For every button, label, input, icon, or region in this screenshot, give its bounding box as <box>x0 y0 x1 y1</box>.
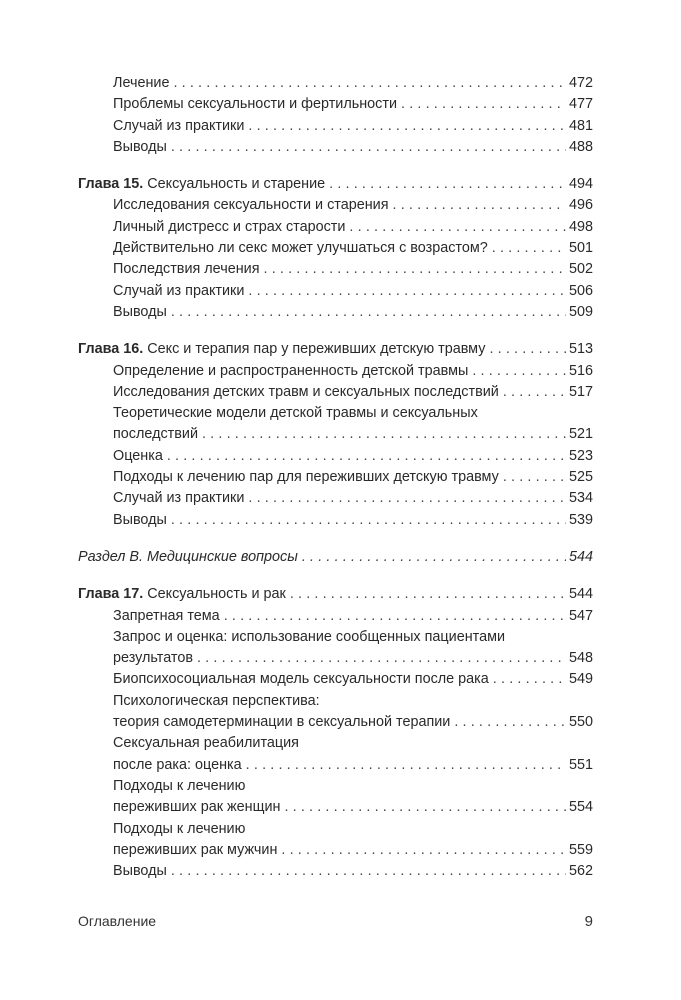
entry-text: Случай из практики <box>113 282 245 299</box>
toc-entry[interactable] <box>78 776 593 819</box>
toc-entry[interactable] <box>78 467 593 488</box>
entry-page: 544 <box>568 586 593 603</box>
toc-entry[interactable] <box>78 691 593 734</box>
entry-title <box>113 302 167 323</box>
entry-page: 523 <box>568 447 593 464</box>
entry-row <box>113 73 593 94</box>
entry-page: 534 <box>568 490 593 507</box>
toc-entry[interactable] <box>78 819 593 862</box>
toc-entry[interactable] <box>78 627 593 670</box>
dot-leader <box>281 840 566 861</box>
entry-title-line1: Сексуальная реабилитация <box>113 735 299 752</box>
entry-row <box>113 382 593 403</box>
entry-page: 539 <box>568 511 593 528</box>
toc-section[interactable] <box>78 547 593 568</box>
entry-text: Выводы <box>113 863 167 880</box>
entry-text: Выводы <box>113 303 167 320</box>
entry-text: результатов <box>113 650 193 667</box>
entry-text: Исследования сексуальности и старения <box>113 197 389 214</box>
entry-row <box>78 174 593 195</box>
entry-text: Последствия лечения <box>113 261 260 278</box>
entry-title <box>113 840 277 861</box>
entry-row <box>113 238 593 259</box>
entry-title <box>78 174 325 195</box>
entry-page: 513 <box>568 341 593 358</box>
entry-page: 562 <box>568 863 593 880</box>
entry-row <box>113 281 593 302</box>
entry-title <box>113 137 167 158</box>
entry-page: 517 <box>568 383 593 400</box>
entry-text: Выводы <box>113 511 167 528</box>
entry-page: 554 <box>568 799 593 816</box>
dot-leader <box>171 510 566 531</box>
entry-title-line1: Психологическая перспектива: <box>113 692 320 709</box>
entry-row <box>113 94 593 115</box>
entry-title <box>113 361 468 382</box>
entry-title <box>113 510 167 531</box>
dot-leader <box>246 755 566 776</box>
dot-leader <box>472 361 566 382</box>
entry-row <box>113 195 593 216</box>
table-of-contents <box>78 73 593 882</box>
dot-leader <box>493 669 566 690</box>
toc-entry[interactable] <box>78 195 593 216</box>
dot-leader <box>197 648 566 669</box>
entry-row <box>113 467 593 488</box>
entry-title <box>113 606 220 627</box>
entry-text: переживших рак женщин <box>113 799 281 816</box>
entry-page: 521 <box>568 426 593 443</box>
entry-row <box>78 584 593 605</box>
entry-text: Подходы к лечению пар для переживших детскую травму <box>113 469 499 486</box>
entry-title <box>113 797 280 818</box>
entry-title <box>78 339 485 360</box>
dot-leader <box>489 339 566 360</box>
dot-leader <box>248 488 566 509</box>
toc-chapter[interactable] <box>78 584 593 605</box>
entry-row <box>113 488 593 509</box>
entry-text: Лечение <box>113 75 170 91</box>
entry-title-line1: Запрос и оценка: использование сообщенных пациентами <box>113 628 506 645</box>
toc-entry[interactable] <box>78 861 593 882</box>
entry-row <box>113 755 593 776</box>
entry-text: Определение и распространенность детской травмы <box>113 362 469 379</box>
dot-leader <box>302 547 566 568</box>
entry-title-line1: Теоретические модели детской травмы и сексуальных <box>113 405 478 422</box>
entry-page: 547 <box>568 607 593 624</box>
dot-leader <box>248 116 566 137</box>
toc-entry[interactable] <box>78 259 593 280</box>
entry-text: Действительно ли секс может улучшаться с возрастом? <box>113 240 488 257</box>
entry-text: Сексуальность и рак <box>147 586 286 603</box>
entry-page: 551 <box>568 756 593 773</box>
entry-text: Выводы <box>113 138 167 155</box>
entry-page: 477 <box>568 96 593 113</box>
entry-title <box>78 547 298 568</box>
dot-leader <box>224 606 566 627</box>
dot-leader <box>171 861 566 882</box>
toc-entry[interactable] <box>78 217 593 238</box>
entry-title <box>113 755 242 776</box>
dot-leader <box>290 584 566 605</box>
entry-title <box>113 648 193 669</box>
entry-title <box>113 382 499 403</box>
entry-title <box>113 238 488 259</box>
entry-text: Сексуальность и старение <box>147 176 326 193</box>
toc-entry[interactable] <box>78 94 593 115</box>
entry-row <box>113 510 593 531</box>
toc-entry[interactable] <box>78 116 593 137</box>
entry-text: после рака: оценка <box>113 756 242 773</box>
dot-leader <box>171 137 566 158</box>
dot-leader <box>167 446 566 467</box>
entry-text: Раздел В. Медицинские вопросы <box>78 548 298 565</box>
dot-leader <box>503 467 566 488</box>
entry-row <box>113 861 593 882</box>
entry-text: Оценка <box>113 447 163 464</box>
entry-title <box>113 446 163 467</box>
entry-page: 525 <box>568 469 593 486</box>
toc-entry[interactable] <box>78 488 593 509</box>
entry-page: 548 <box>568 650 593 667</box>
entry-text: переживших рак мужчин <box>113 841 278 858</box>
toc-entry[interactable] <box>78 281 593 302</box>
entry-title <box>113 73 169 94</box>
entry-row <box>113 712 593 733</box>
dot-leader <box>401 94 566 115</box>
chapter-number: Глава 17. <box>78 586 144 603</box>
entry-page: 549 <box>568 671 593 688</box>
entry-row <box>113 424 593 445</box>
entry-text: теория самодетерминации в сексуальной терапии <box>113 714 451 731</box>
entry-row <box>113 840 593 861</box>
entry-text: Проблемы сексуальности и фертильности <box>113 96 398 113</box>
toc-entry[interactable] <box>78 73 593 94</box>
dot-leader <box>171 302 566 323</box>
toc-entry[interactable] <box>78 302 593 323</box>
entry-page: 501 <box>568 240 593 257</box>
entry-row <box>113 797 593 818</box>
page-footer <box>78 913 593 930</box>
entry-title <box>113 669 489 690</box>
entry-page: 502 <box>568 261 593 278</box>
toc-entry[interactable] <box>78 510 593 531</box>
dot-leader <box>202 424 566 445</box>
toc-entry[interactable] <box>78 669 593 690</box>
entry-row <box>113 606 593 627</box>
entry-text: Личный дистресс и страх старости <box>113 218 346 235</box>
dot-leader <box>284 797 566 818</box>
dot-leader <box>393 195 566 216</box>
entry-page: 506 <box>568 282 593 299</box>
toc-entry[interactable] <box>78 238 593 259</box>
entry-row <box>113 669 593 690</box>
dot-leader <box>492 238 566 259</box>
entry-page: 496 <box>568 197 593 214</box>
entry-row <box>78 547 593 568</box>
dot-leader <box>454 712 566 733</box>
dot-leader <box>349 217 566 238</box>
toc-entry[interactable] <box>78 606 593 627</box>
entry-page: 516 <box>568 362 593 379</box>
entry-text: Биопсихосоциальная модель сексуальности после рака <box>113 671 489 688</box>
entry-title <box>113 94 397 115</box>
toc-entry[interactable] <box>78 733 593 776</box>
entry-title <box>113 195 389 216</box>
entry-title <box>113 488 244 509</box>
entry-title <box>113 116 244 137</box>
dot-leader <box>503 382 566 403</box>
entry-page: 498 <box>568 218 593 235</box>
entry-row <box>113 361 593 382</box>
chapter-number: Глава 16. <box>78 341 144 358</box>
dot-leader <box>248 281 566 302</box>
entry-text: Случай из практики <box>113 117 245 134</box>
toc-entry[interactable] <box>78 137 593 158</box>
toc-entry[interactable] <box>78 403 593 446</box>
entry-page: 544 <box>568 548 593 565</box>
page-number: 9 <box>584 913 593 930</box>
entry-title-line1: Подходы к лечению <box>113 820 246 837</box>
entry-row <box>78 339 593 360</box>
entry-row <box>113 217 593 238</box>
entry-page: 494 <box>568 176 593 193</box>
entry-row <box>113 259 593 280</box>
entry-row <box>113 116 593 137</box>
entry-title <box>78 584 286 605</box>
dot-leader <box>173 73 566 94</box>
entry-title <box>113 217 345 238</box>
entry-page: 550 <box>568 714 593 731</box>
entry-title <box>113 467 499 488</box>
running-title: Оглавление <box>78 913 157 929</box>
entry-title-line1: Подходы к лечению <box>113 777 246 794</box>
entry-title <box>113 861 167 882</box>
entry-row <box>113 648 593 669</box>
entry-page: 481 <box>568 117 593 134</box>
toc-entry[interactable] <box>78 382 593 403</box>
dot-leader <box>329 174 566 195</box>
entry-row <box>113 137 593 158</box>
chapter-number: Глава 15. <box>78 176 144 193</box>
entry-text: Исследования детских травм и сексуальных последствий <box>113 383 499 400</box>
entry-row <box>113 446 593 467</box>
entry-text: Секс и терапия пар у переживших детскую травму <box>147 341 486 358</box>
entry-page: 488 <box>568 138 593 155</box>
entry-title <box>113 424 198 445</box>
entry-text: Запретная тема <box>113 607 220 624</box>
entry-title <box>113 259 260 280</box>
toc-chapter[interactable] <box>78 174 593 195</box>
dot-leader <box>264 259 566 280</box>
entry-page: 472 <box>568 75 593 91</box>
toc-chapter[interactable] <box>78 339 593 360</box>
entry-page: 559 <box>568 841 593 858</box>
entry-page: 509 <box>568 303 593 320</box>
entry-row <box>113 302 593 323</box>
entry-title <box>113 712 450 733</box>
toc-entry[interactable] <box>78 446 593 467</box>
entry-text: Случай из практики <box>113 490 245 507</box>
entry-text: последствий <box>113 426 198 443</box>
toc-entry[interactable] <box>78 361 593 382</box>
entry-title <box>113 281 244 302</box>
